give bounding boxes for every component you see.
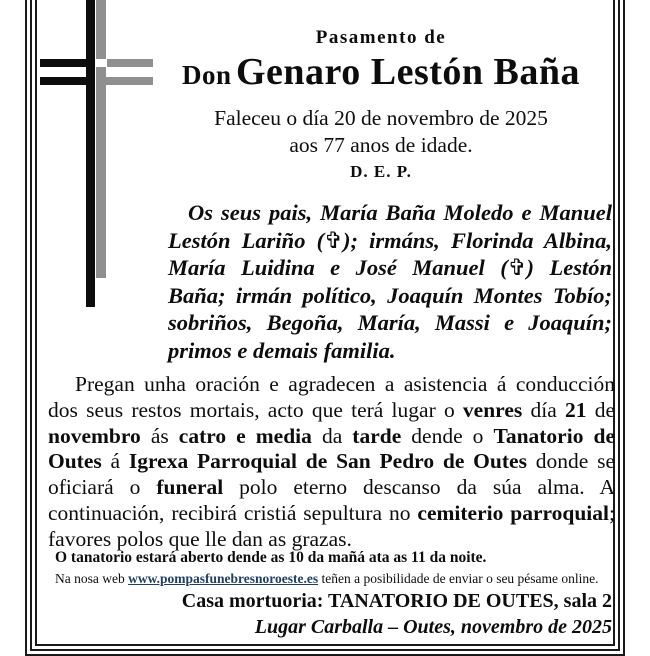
cross-arm-lower — [40, 77, 93, 85]
mortuary-room: , sala 2 — [553, 590, 612, 612]
death-date-line: Faleceu o día 20 de novembro de 2025 — [214, 106, 548, 130]
text-segment-month: novembro — [48, 423, 141, 448]
mortuary-name: TANATORIO DE OUTES — [328, 590, 554, 612]
mortuary-label: Casa mortuoria: — [181, 590, 329, 612]
text-segment: á — [101, 449, 129, 474]
cross-shadow-stem-top — [96, 0, 106, 59]
age-line: aos 77 anos de idade. — [289, 133, 473, 157]
text-segment-tarde: tarde — [352, 423, 402, 448]
text-segment: de — [586, 397, 615, 422]
text-segment: ; favores polos que lle dan as grazas. — [48, 500, 615, 551]
mortuary-line — [100, 590, 612, 613]
text-segment-cemiterio: cemiterio parroquial — [417, 500, 610, 525]
deceased-honorific: Don — [181, 60, 232, 90]
rip-abbreviation: D. E. P. — [350, 162, 412, 181]
web-note-prefix: Na nosa web — [55, 571, 129, 586]
text-segment-funeral: funeral — [156, 475, 224, 500]
text-segment: Pregan unha oración e agradecen a asistencia á conducción dos seus restos mortais, acto que terá lugar o — [48, 372, 615, 422]
website-link[interactable]: www.pompasfunebresnoroeste.es — [128, 571, 319, 586]
text-segment: polo eterno descanso da súa alma. A continuación, recibirá cristiá sepultura no — [48, 475, 615, 525]
web-note-suffix: teñen a posibilidade de enviar o seu pésame online. — [318, 571, 599, 586]
text-segment-tanatorio: Tanatorio de Outes — [48, 423, 615, 474]
text-segment: día — [522, 397, 565, 422]
cross-stem — [86, 0, 95, 307]
tanatorio-hours-line: O tanatorio estará aberto dende as 10 da mañá ata as 11 da noite. — [55, 549, 487, 566]
text-segment-venres: venres — [462, 397, 523, 422]
family-paragraph: Os seus pais, María Baña Moledo e Manuel Lestón Lariño (✞); irmáns, Florinda Albina, María Luidina e José Manuel (✞) Lestón Baña; irmán político, Joaquín Montes Tobío; sobriños, Begoña, María, Massi e Joaquín; primos e demais familia. — [168, 200, 612, 363]
announcement-paragraph — [48, 372, 615, 553]
text-segment: da — [311, 423, 353, 448]
text-segment-time: catro e media — [178, 423, 312, 448]
deceased-name: Genaro Lestón Baña — [236, 51, 581, 93]
text-segment: ás — [140, 423, 179, 448]
web-note — [55, 571, 615, 587]
pre-title: Pasamento de — [315, 27, 447, 48]
cross-shadow-stem-bottom — [96, 67, 106, 278]
deceased-headline — [140, 50, 622, 94]
place-date-line: Lugar Carballa – Outes, novembro de 2025 — [254, 616, 612, 638]
text-segment: dende o — [401, 423, 494, 448]
text-segment-day: 21 — [564, 397, 587, 422]
text-segment: donde se oficiará o — [48, 449, 615, 500]
text-segment-igrexa: Igrexa Parroquial de San Pedro de Outes — [128, 449, 527, 474]
cross-arm-upper — [40, 59, 95, 67]
